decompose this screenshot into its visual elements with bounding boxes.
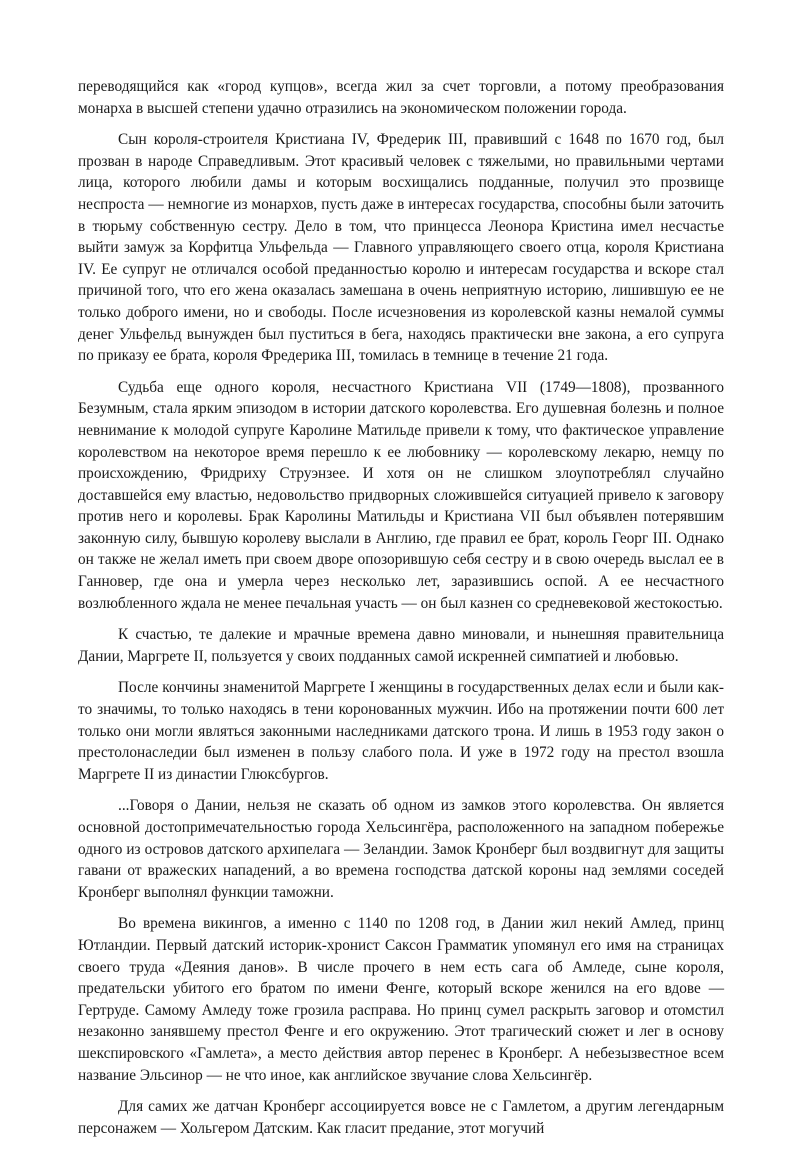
paragraph-7: Во времена викингов, а именно с 1140 по 1208 год, в Дании жил некий Амлед, принц Ютландии. Первый датский историк-хронист Саксон Грамматик упомянул его имя на страницах своего труда «Деяния данов». В числе прочего в нем есть сага об Амледе, сыне короля, предательски убитого его братом по имени Фенге, который вскоре женился на его вдове — Гертруде. Самому Амледу тоже грозила расправа. Но принц сумел раскрыть заговор и отомстил незаконно занявшему престол Фенге и его окружению. Этот трагический сюжет и лег в основу шекспировского «Гамлета», а место действия автор перенес в Кронберг. А небезызвестное всем название Эльсинор — не что иное, как английское звучание слова Хельсингёр. [78,915,724,1084]
paragraph-3: Судьба еще одного короля, несчастного Кристиана VII (1749—1808), прозванного Безумным, стала ярким эпизодом в истории датского королевства. Его душевная болезнь и полное невнимание к молодой супруге Каролине Матильде привели к тому, что фактическое управление королевством на некоторое время перешло к ее любовнику — королевскому лекарю, немцу по происхождению, Фридриху Струэнзее. И хотя он не слишком злоупотреблял случайно доставшейся ему властью, недовольство придворных сложившейся ситуацией привело к заговору против него и королевы. Брак Каролины Матильды и Кристиана VII был объявлен потерявшим законную силу, бывшую королеву выслали в Англию, где правил ее брат, король Георг III. Однако он также не желал иметь при своем дворе опозорившую себя сестру и в свою очередь выслал ее в Ганновер, где она и умерла через несколько лет, заразившись оспой. А ее несчастного возлюбленного ждала не менее печальная участь — он был казнен со средневековой жестокостью. [78,378,724,612]
paragraph-1: переводящийся как «город купцов», всегда жил за счет торговли, а потому преобразования монарха в высшей степени удачно отразились на экономическом положении города. [78,78,724,117]
paragraph-5: После кончины знаменитой Маргрете I женщины в государственных делах если и были как-то значимы, то только находясь в тени коронованных мужчин. Ибо на протяжении почти 600 лет только они могли являться законными наследниками датского трона. И лишь в 1953 году закон о престолонаследии был изменен в пользу слабого пола. И уже в 1972 году на престол взошла Маргрете II из династии Глюксбургов. [78,679,724,783]
paragraph-6: ...Говоря о Дании, нельзя не сказать об одном из замков этого королевства. Он является основной достопримечательностью города Хельсингёра, расположенного на западном побережье одного из островов датского архипелага — Зеландии. Замок Кронберг был воздвигнут для защиты гавани от вражеских нападений, а во времена господства датской короны над землями соседей Кронберг выполнял функции таможни. [78,797,724,901]
paragraph-4: К счастью, те далекие и мрачные времена давно миновали, и нынешняя правительница Дании, Маргрете II, пользуется у своих подданных самой искренней симпатией и любовью. [78,626,724,665]
document-page [78,76,724,1149]
paragraph-8: Для самих же датчан Кронберг ассоциируется вовсе не с Гамлетом, а другим легендарным персонажем — Хольгером Датским. Как гласит предание, этот могучий [78,1098,724,1137]
paragraph-2: Сын короля-строителя Кристиана IV, Фредерик III, правивший с 1648 по 1670 год, был прозван в народе Справедливым. Этот красивый человек с тяжелыми, но правильными чертами лица, которого любили дамы и которым восхищались подданные, получил это прозвище неспроста — немногие из монархов, пусть даже в интересах государства, способны были заточить в тюрьму собственную сестру. Дело в том, что принцесса Леонора Кристина имел несчастье выйти замуж за Корфитца Ульфельда — Главного управляющего своего отца, короля Кристиана IV. Ее супруг не отличался особой преданностью королю и интересам государства и вскоре стал причиной того, что его жена оказалась замешана в очень неприятную историю, лишившую ее не только доброго имени, но и свободы. После исчезновения из королевской казны немалой суммы денег Ульфельд вынужден был пуститься в бега, находясь практически вне закона, а его супруга по приказу ее брата, короля Фредерика III, томилась в темнице в течение 21 года. [78,131,724,365]
